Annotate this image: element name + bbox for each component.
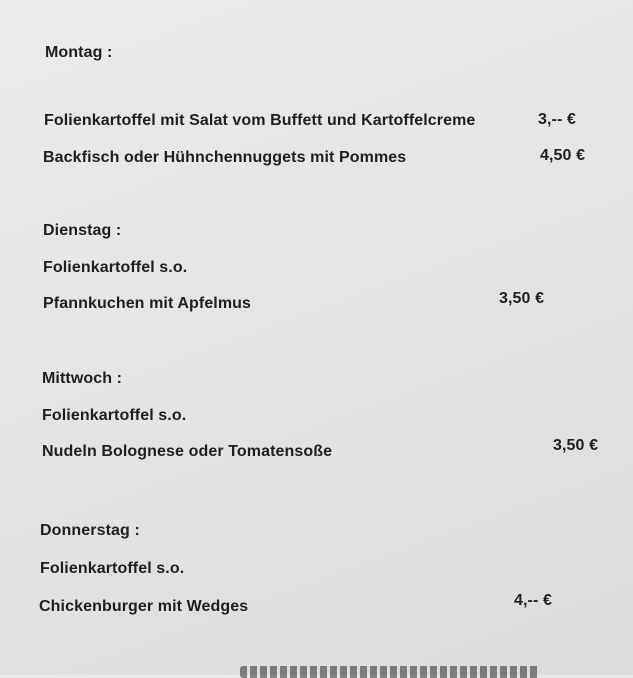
menu-item-price: 3,50 € — [553, 437, 599, 454]
day-heading-montag: Montag : — [45, 44, 113, 61]
day-heading-mittwoch: Mittwoch : — [42, 370, 123, 387]
menu-item-price: 4,-- € — [514, 592, 552, 609]
cut-off-text-line — [240, 666, 540, 678]
menu-item-name: Folienkartoffel s.o. — [43, 259, 188, 276]
menu-item-name: Folienkartoffel s.o. — [42, 407, 187, 424]
menu-item-name: Folienkartoffel mit Salat vom Buffett und Kartoffelcreme — [44, 112, 476, 129]
day-heading-donnerstag: Donnerstag : — [40, 522, 140, 539]
menu-item-name: Nudeln Bolognese oder Tomatensoße — [42, 443, 333, 460]
day-heading-dienstag: Dienstag : — [43, 222, 122, 239]
menu-item-price: 4,50 € — [540, 147, 586, 164]
menu-item-name: Folienkartoffel s.o. — [40, 560, 185, 577]
menu-item-name: Pfannkuchen mit Apfelmus — [43, 295, 252, 312]
menu-item-price: 3,50 € — [499, 290, 545, 307]
menu-item-name: Chickenburger mit Wedges — [39, 598, 249, 615]
menu-item-price: 3,-- € — [538, 111, 576, 128]
menu-item-name: Backfisch oder Hühnchennuggets mit Pommes — [43, 149, 407, 166]
